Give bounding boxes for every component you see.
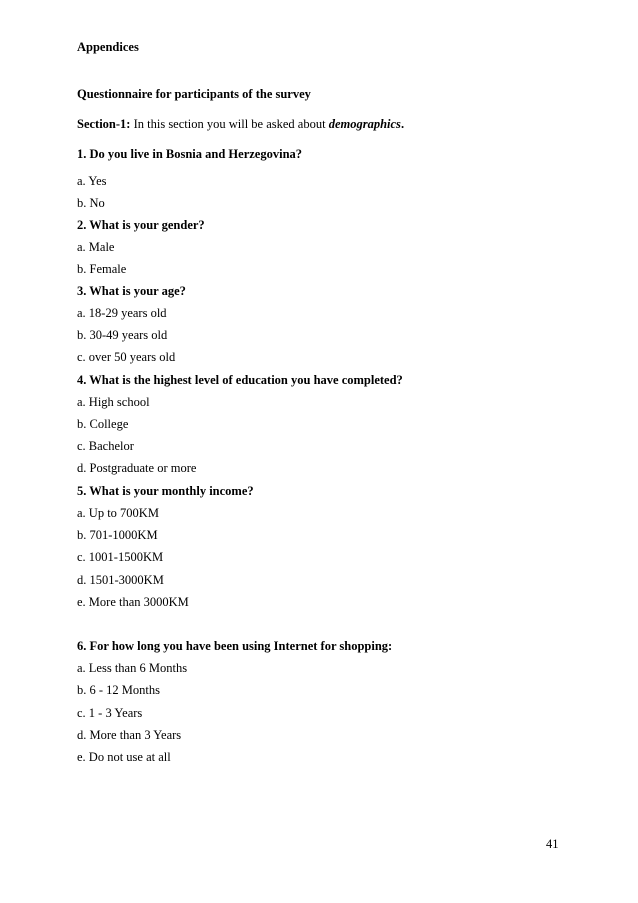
page-number: 41 xyxy=(546,837,559,851)
option-4c: c. Bachelor xyxy=(77,439,134,453)
option-5a: a. Up to 700KM xyxy=(77,506,159,520)
option-4b: b. College xyxy=(77,417,129,431)
option-6d: d. More than 3 Years xyxy=(77,728,182,742)
option-4a: a. High school xyxy=(77,395,150,409)
option-1b: b. No xyxy=(77,196,105,210)
question-1: 1. Do you live in Bosnia and Herzegovina? xyxy=(77,147,303,161)
option-6e: e. Do not use at all xyxy=(77,750,171,764)
question-3: 3. What is your age? xyxy=(77,284,186,298)
option-5b: b. 701-1000KM xyxy=(77,528,158,542)
question-5: 5. What is your monthly income? xyxy=(77,484,254,498)
option-6c: c. 1 - 3 Years xyxy=(77,706,143,720)
option-6a: a. Less than 6 Months xyxy=(77,661,188,675)
option-5e: e. More than 3000KM xyxy=(77,595,189,609)
option-2a: a. Male xyxy=(77,240,115,254)
option-3c: c. over 50 years old xyxy=(77,350,176,364)
section-text: In this section you will be asked about xyxy=(130,117,329,131)
option-5d: d. 1501-3000KM xyxy=(77,573,164,587)
option-1a: a. Yes xyxy=(77,174,107,188)
section-emphasis: demographics xyxy=(328,117,401,131)
option-3b: b. 30-49 years old xyxy=(77,328,168,342)
question-6: 6. For how long you have been using Internet for shopping: xyxy=(77,639,393,653)
option-4d: d. Postgraduate or more xyxy=(77,461,197,475)
questionnaire-title: Questionnaire for participants of the survey xyxy=(77,87,311,101)
option-2b: b. Female xyxy=(77,262,127,276)
question-2: 2. What is your gender? xyxy=(77,218,205,232)
option-3a: a. 18-29 years old xyxy=(77,306,167,320)
section-label: Section-1: xyxy=(77,117,131,131)
page-heading: Appendices xyxy=(77,40,139,54)
option-5c: c. 1001-1500KM xyxy=(77,550,164,564)
section-intro xyxy=(77,116,404,132)
option-6b: b. 6 - 12 Months xyxy=(77,683,160,697)
question-4: 4. What is the highest level of education you have completed? xyxy=(77,373,403,387)
section-end: . xyxy=(400,117,405,131)
